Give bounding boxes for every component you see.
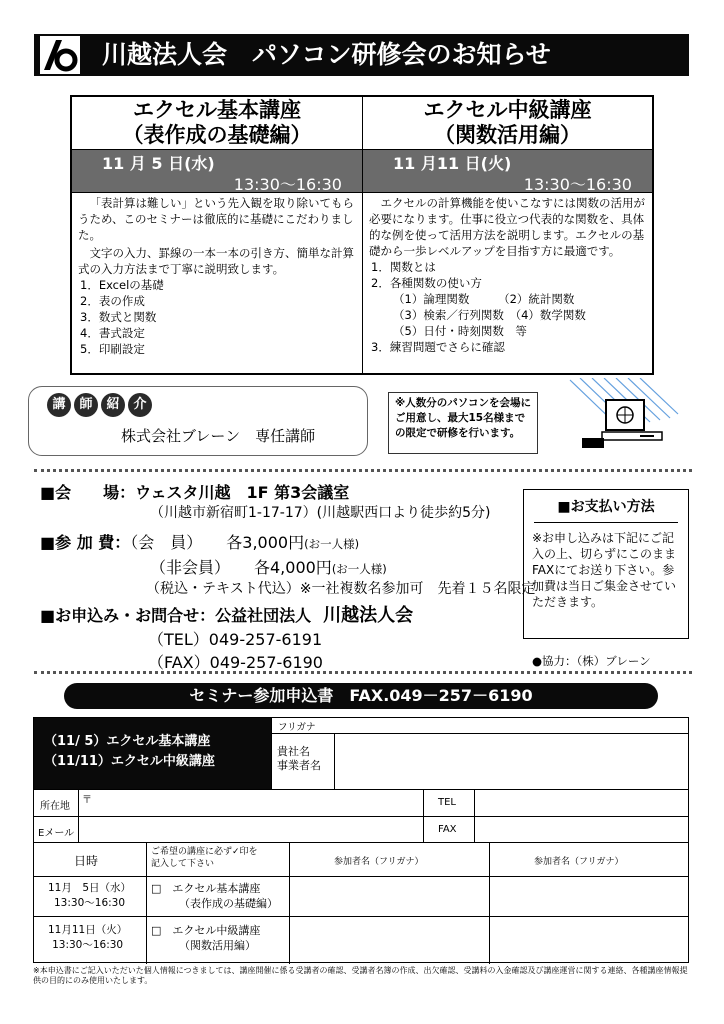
course-intermediate: [363, 97, 652, 373]
course-date: 11 月11 日(火): [393, 154, 512, 173]
postal-mark: 〒: [82, 795, 92, 806]
list-item: 1．関数とは: [371, 260, 436, 274]
divider: [34, 876, 689, 877]
cooperation-note: ●協力：（株）ブレーン: [532, 654, 651, 668]
fee-note: （税込・テキスト代込）※一社複数名参加可 先着１５名限定: [146, 581, 536, 597]
list-item: （3）検索／行列関数 （4）数学関数: [393, 308, 586, 322]
course-description: 「表計算は難しい」という先入観を取り除いてもらうため、このセミナーは徹底的に基礎にこだわりました。: [78, 196, 354, 242]
badge: 紹: [101, 393, 125, 417]
contact-tel: （TEL）049-257-6191: [148, 630, 323, 649]
header-banner: [34, 34, 689, 76]
course-topic-list: [72, 277, 362, 357]
divider: [34, 469, 692, 472]
divider: [489, 842, 490, 964]
attendee-name-field[interactable]: [491, 918, 688, 962]
badge: 師: [74, 393, 98, 417]
badge: 講: [47, 393, 71, 417]
divider: [423, 789, 424, 842]
venue-name: ウェスタ川越 1F 第3会議室: [135, 483, 350, 502]
fee-nonmember-line: （非会員） 各4,000円(お一人様): [150, 558, 387, 577]
furigana-label: フリガナ: [278, 722, 316, 733]
attendee-header: 参加者名（フリガナ）: [534, 857, 624, 867]
fax-label: FAX: [438, 824, 457, 835]
fee-line: ■参 加 費：（会 員） 各3,000円(お一人様): [40, 533, 360, 552]
list-item: 2．各種関数の使い方: [371, 276, 482, 290]
course-description: 文字の入力、罫線の一本一本の引き方、簡単な計算式の入力方法まで丁寧に説明致します。: [78, 246, 354, 276]
date-header: 日時: [74, 854, 99, 868]
company-name-field[interactable]: [336, 735, 688, 788]
payment-box: [523, 489, 689, 639]
badge: 介: [128, 393, 152, 417]
capacity-notice: ※人数分のパソコンを会場にご用意し、最大15名様までの限定で研修を行います。: [388, 392, 538, 454]
tel-label: TEL: [438, 797, 456, 808]
form-title-bar: セミナー参加申込書 FAX.049－257－6190: [64, 683, 658, 709]
row-course-checkbox[interactable]: □ エクセル中級講座 （関数活用編）: [151, 924, 261, 952]
fee-member: （会 員） 各3,000円: [130, 533, 305, 552]
divider: [534, 522, 678, 523]
list-item: 4．書式設定: [80, 326, 145, 340]
company-label: 貴社名 事業者名: [277, 745, 321, 772]
list-item: 3．練習問題でさらに確認: [371, 340, 505, 354]
course-time: 13:30～16:30: [233, 175, 342, 194]
email-field[interactable]: [79, 817, 422, 841]
row-course-checkbox[interactable]: □ エクセル基本講座 （表作成の基礎編）: [151, 882, 278, 910]
payment-body: ※お申し込みは下記にご記入の上、切らずにこのままFAXにてお送り下さい。参加費は当日ご集金させていただきます。: [532, 531, 677, 609]
attendee-name-field[interactable]: [491, 878, 688, 914]
divider: [289, 842, 290, 964]
privacy-footnote: ※本申込書にご記入いただいた個人情報につきましては、講座開催に係る受講者の確認、受講者名簿の作成、出欠確認、受講料の入金確認及び講座運営に関する連絡、各種講座情報提供の目的にのみ使用いたします。: [33, 966, 688, 985]
check-header: ご希望の講座に必ず✓印を 記入して下さい: [151, 847, 258, 869]
row-date: 11月11日（火） 13:30～16:30: [48, 924, 128, 951]
divider: [34, 671, 692, 674]
divider: [34, 842, 689, 843]
fee-nonmember: （非会員） 各4,000円: [150, 558, 332, 577]
venue-address: （川越市新宿町1-17-17）(川越駅西口より徒歩約5分): [150, 505, 491, 521]
list-item: 5．印刷設定: [80, 342, 145, 356]
instructor-company: 株式会社ブレーン 専任講師: [121, 427, 316, 445]
attendee-header: 参加者名（フリガナ）: [334, 857, 424, 867]
address-field[interactable]: [94, 790, 422, 815]
email-label: Eメール: [38, 828, 75, 839]
course-basic: [72, 97, 363, 373]
fax-field[interactable]: [475, 817, 688, 841]
tel-field[interactable]: [475, 790, 688, 815]
divider: [146, 842, 147, 964]
list-item: （5）日付・時刻関数 等: [393, 324, 527, 338]
page-title: 川越法人会 パソコン研修会のお知らせ: [102, 40, 551, 69]
contact-line: ■お申込み・お問合せ：公益社団法人 川越法人会: [40, 605, 414, 626]
course-title: エクセル基本講座 （表作成の基礎編）: [122, 98, 312, 147]
course-description: エクセルの計算機能を使いこなすには関数の活用が必要になります。仕事に役立つ代表的な関数を、具体的な例を使って活用方法を説明します。エクセルの基礎から一歩レベルアップを目指す方に最適です。: [369, 196, 645, 258]
row-date: 11月 5日（水） 13:30～16:30: [48, 882, 132, 909]
divider: [34, 916, 689, 917]
computer-icon: [560, 378, 680, 458]
list-item: 1．Excelの基礎: [80, 278, 164, 292]
course-panel: [70, 95, 654, 375]
course-date-band: [363, 149, 652, 193]
course-time: 13:30～16:30: [523, 175, 632, 194]
divider: [334, 733, 335, 789]
list-item: （1）論理関数 （2）統計関数: [393, 292, 575, 306]
list-item: 2．表の作成: [80, 294, 145, 308]
attendee-name-field[interactable]: [291, 878, 487, 914]
instructor-box: [28, 386, 368, 456]
application-form: [33, 717, 689, 963]
instructor-badges: [47, 393, 152, 417]
course-date: 11 月 5 日(水): [102, 154, 215, 173]
payment-title: ■お支払い方法: [557, 499, 655, 515]
address-label: 所在地: [40, 801, 70, 812]
course-date-band: [72, 149, 362, 193]
contact-fax: （FAX）049-257-6190: [148, 653, 323, 672]
attendee-name-field[interactable]: [291, 918, 487, 962]
association-logo-icon: [40, 36, 80, 74]
course-title: エクセル中級講座 （関数活用編）: [423, 98, 592, 147]
list-item: 3．数式と関数: [80, 310, 157, 324]
course-topic-list: [363, 259, 652, 355]
divider: [271, 718, 272, 789]
contact-org: 川越法人会: [323, 605, 414, 626]
venue-line: ■会 場：ウェスタ川越 1F 第3会議室: [40, 483, 350, 502]
form-course-block: （11/ 5）エクセル基本講座 （11/11）エクセル中級講座: [34, 718, 271, 789]
